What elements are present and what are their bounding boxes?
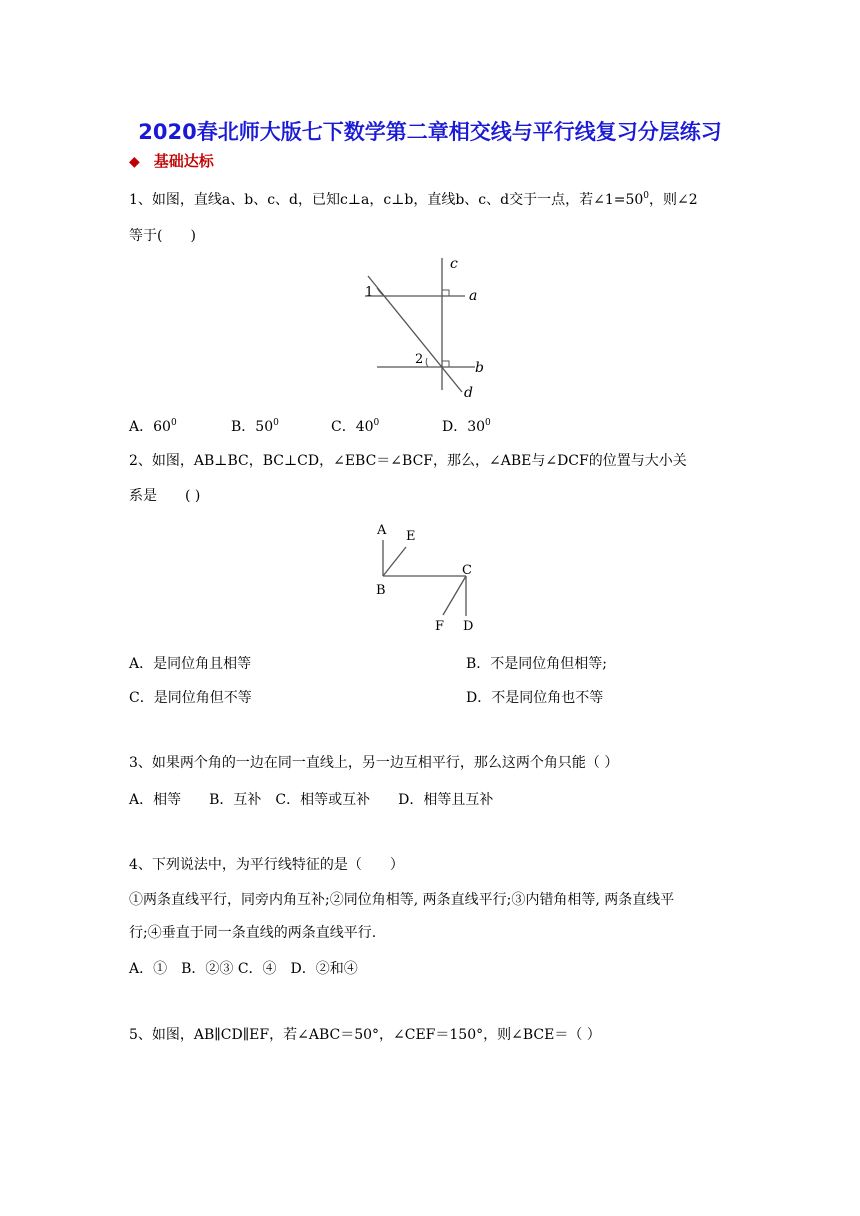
- label-F: F: [435, 619, 445, 634]
- question-5-line-1: 5、如图，AB∥CD∥EF，若∠ABC＝50°，∠CEF＝150°，则∠BCE＝（ ）: [129, 1027, 601, 1043]
- label-angle-2: 2: [415, 352, 424, 367]
- q2-option-c: C．是同位角但不等: [129, 690, 252, 706]
- angle-2-arc: [426, 358, 428, 367]
- section-heading: [129, 150, 214, 171]
- q1-text-a: 1、如图，直线a、b、c、d，已知c⊥a，c⊥b，直线b、c、d交于一点，若∠1=50: [129, 192, 644, 208]
- q2-option-a: A．是同位角且相等: [129, 656, 252, 672]
- section-label: 基础达标: [153, 152, 214, 170]
- question-3-line-1: 3、如果两个角的一边在同一直线上，另一边互相平行，那么这两个角只能（ ）: [129, 755, 619, 771]
- question-2-line-1: 2、如图，AB⊥BC，BC⊥CD，∠EBC＝∠BCF，那么，∠ABE与∠DCF的位置与大小关: [129, 453, 687, 469]
- q1-option-a: A．$60^0$: [129, 418, 177, 435]
- question-1-line-2: 等于( ): [129, 228, 196, 244]
- question-1-line-1: [129, 190, 698, 210]
- q1-option-d: D．$30^0$: [442, 418, 491, 435]
- right-angle-mark-b: [442, 361, 449, 367]
- segment-CF: [443, 576, 466, 615]
- question-4-line-3: 行;④垂直于同一条直线的两条直线平行.: [129, 925, 377, 941]
- label-B: B: [376, 583, 386, 598]
- q2-option-d: D．不是同位角也不等: [466, 690, 604, 706]
- label-b: b: [475, 360, 484, 376]
- q1-option-c: C．$40^0$: [331, 418, 380, 435]
- label-a: a: [469, 288, 478, 304]
- question-4-line-1: 4、下列说法中，为平行线特征的是（ ）: [129, 857, 404, 873]
- segment-BE: [383, 547, 406, 576]
- q1-option-b: B．$50^0$: [231, 418, 279, 435]
- page-title: 2020春北师大版七下数学第二章相交线与平行线复习分层练习: [138, 120, 722, 144]
- label-D: D: [463, 619, 474, 634]
- q3-options: A．相等 B．互补 C．相等或互补 D．相等且互补: [129, 792, 494, 808]
- q1-superscript: 0: [643, 191, 650, 201]
- label-c: c: [450, 256, 458, 272]
- diamond-bullet-icon: ◆: [129, 154, 140, 170]
- q1-text-b: ，则∠2: [649, 192, 698, 208]
- question-4-line-2: ①两条直线平行，同旁内角互补;②同位角相等, 两条直线平行;③内错角相等, 两条直线平: [129, 892, 675, 908]
- label-C: C: [462, 563, 472, 578]
- q1-figure: [355, 250, 515, 405]
- q2-option-b: B．不是同位角但相等;: [466, 656, 608, 672]
- label-A: A: [377, 523, 387, 538]
- right-angle-mark-a: [442, 290, 449, 296]
- label-d: d: [464, 385, 473, 401]
- q4-options: A．① B．②③ C．④ D．②和④: [129, 961, 358, 977]
- label-E: E: [406, 529, 416, 544]
- line-d: [368, 276, 462, 392]
- label-angle-1: 1: [365, 285, 374, 300]
- question-2-line-2: 系是 ( ): [129, 488, 201, 504]
- q2-figure: [372, 518, 482, 636]
